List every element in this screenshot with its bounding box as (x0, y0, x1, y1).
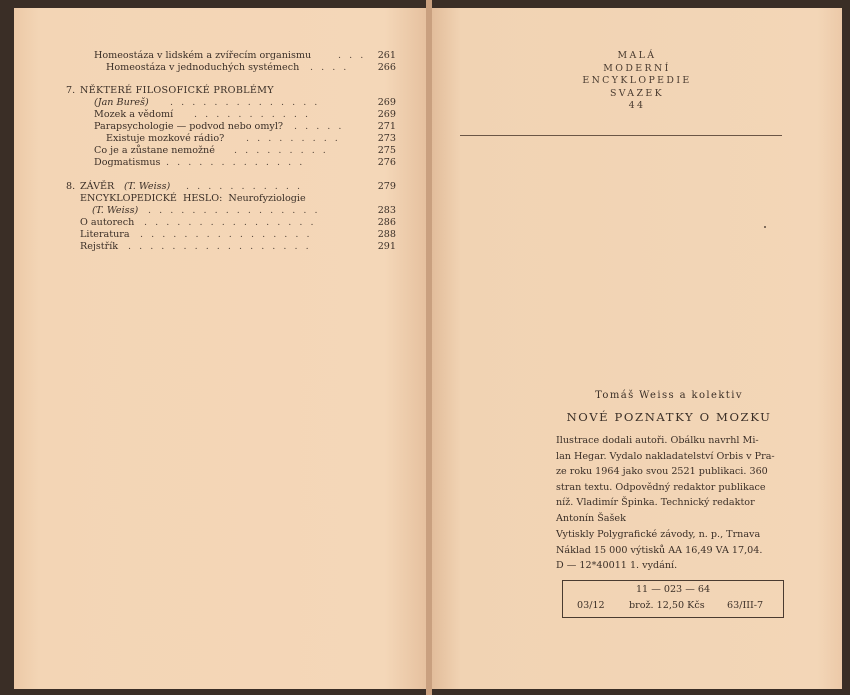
toc-entry-title: Mozek a vědomí (94, 109, 174, 120)
box-left-code: 03/12 (577, 600, 605, 611)
toc-entry-title: Existuje mozkové rádio? (106, 133, 225, 144)
toc-page-number: 279 (377, 181, 396, 192)
toc-leader-dots: . . . . . . . . . (234, 145, 329, 156)
toc-entry-author: (Jan Bureš) (94, 97, 149, 108)
price-box (562, 580, 784, 618)
printing-paragraph (556, 527, 782, 574)
chapter-title: NĚKTERÉ FILOSOFICKÉ PROBLÉMY (80, 85, 274, 96)
toc-entry-title: O autorech (80, 217, 135, 228)
toc-page-number: 291 (377, 241, 396, 252)
credits-line: Ilustrace dodali autoři. Obálku navrhl Mi- (556, 435, 759, 446)
chapter-title: ZÁVĚR (80, 181, 115, 192)
series-line: SVAZEK (609, 87, 665, 99)
toc-leader-dots: . . . (338, 50, 366, 61)
toc-leader-dots: . . . . . . . . . . . . . . . . . (128, 241, 312, 252)
toc-page-number: 275 (377, 145, 396, 156)
toc-entry-title: Co je a zůstane nemožné (94, 145, 215, 156)
toc-leader-dots: . . . . . . . . . . . (186, 181, 303, 192)
volume-number: 44 (628, 100, 646, 111)
paper-speck (764, 226, 766, 228)
toc-entry-title: Literatura (80, 229, 130, 240)
chapter-number: 7. (66, 85, 76, 96)
credits-line: stran textu. Odpovědný redaktor publikace (556, 481, 766, 493)
toc-entry-author: (T. Weiss) (92, 205, 139, 216)
toc-leader-dots: . . . . . . . . . . . . . . . . (148, 205, 321, 216)
chapter-author: (T. Weiss) (124, 181, 171, 192)
chapter-number: 8. (66, 181, 76, 192)
toc-entry-title: Homeostáza v lidském a zvířecím organismu (94, 50, 312, 61)
series-line: ENCYKLOPEDIE (582, 75, 692, 86)
toc-entry-title: Rejstřík (80, 241, 119, 252)
printing-line: Vytiskly Polygrafické závody, n. p., Trnava (556, 529, 761, 540)
toc-page-number: 283 (377, 205, 396, 216)
toc-page-number: 286 (377, 217, 396, 228)
series-line: MODERNÍ (603, 62, 671, 74)
toc-page-number: 271 (377, 121, 396, 132)
credits-line: Antonín Šašek (556, 512, 626, 524)
credits-line: lan Hegar. Vydalo nakladatelství Orbis v Pra- (556, 450, 775, 462)
toc-page-number: 273 (377, 133, 396, 144)
toc-leader-dots: . . . . . . . . . . . (194, 109, 311, 120)
credits-paragraph (556, 433, 782, 527)
toc-leader-dots: . . . . . . . . . (246, 133, 341, 144)
toc-leader-dots: . . . . . . . . . . . . . . (170, 97, 320, 108)
toc-page-number: 266 (377, 62, 396, 73)
toc-entry-title: ENCYKLOPEDICKÉ HESLO: Neurofyziologie (80, 193, 306, 204)
printing-line: D — 12*40011 1. vydání. (556, 560, 678, 572)
toc-leader-dots: . . . . . . . . . . . . . . . . (144, 217, 317, 228)
credits-line: níž. Vladimír Špinka. Technický redaktor (556, 497, 755, 509)
toc-leader-dots: . . . . (310, 62, 349, 73)
box-right-code: 63/III-7 (727, 600, 764, 611)
toc-entry-title: Dogmatismus (94, 157, 161, 168)
toc-leader-dots: . . . . . (294, 121, 344, 132)
toc-page-number: 288 (377, 229, 396, 240)
series-header (432, 50, 842, 113)
toc-entry-title: Homeostáza v jednoduchých systémech (106, 62, 300, 73)
book-title: NOVÉ POZNATKY O MOZKU (566, 410, 772, 424)
price: brož. 12,50 Kčs (629, 600, 705, 611)
printing-line: Náklad 15 000 výtisků AA 16,49 VA 17,04. (556, 544, 763, 556)
toc-entry-title: Parapsychologie — podvod nebo omyl? (94, 121, 284, 132)
catalog-code: 11 — 023 — 64 (635, 584, 711, 595)
series-line: MALÁ (617, 50, 657, 61)
toc-leader-dots: . . . . . . . . . . . . . (166, 157, 305, 168)
toc-page-number: 276 (377, 157, 396, 168)
horizontal-rule (460, 135, 782, 136)
credits-line: ze roku 1964 jako svou 2521 publikaci. 360 (556, 466, 768, 478)
toc-leader-dots: . . . . . . . . . . . . . . . . (140, 229, 313, 240)
toc-page-number: 261 (377, 50, 396, 61)
book-author: Tomáš Weiss a kolektiv (595, 390, 743, 401)
toc-page-number: 269 (377, 109, 396, 120)
toc-page-number: 269 (377, 97, 396, 108)
